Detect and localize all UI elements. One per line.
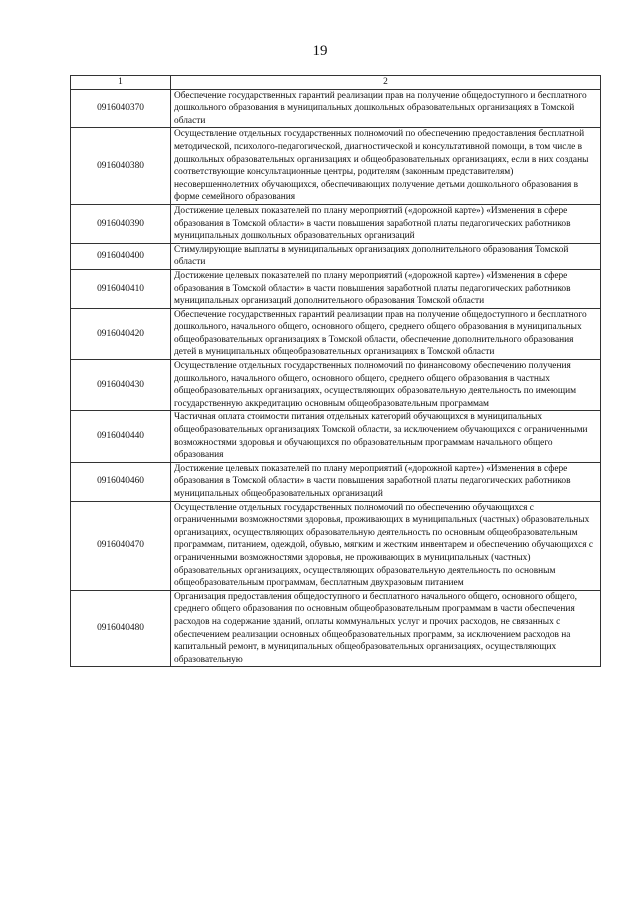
table-row [71, 269, 601, 308]
row-code: 0916040440 [71, 411, 171, 462]
table-row [71, 411, 601, 462]
row-code: 0916040470 [71, 501, 171, 590]
row-description: Достижение целевых показателей по плану мероприятий («дорожной карте») «Изменения в сфере образования в Томской области» в части повышения заработной платы педагогических работников муниципальных общеобразовательных организаций [171, 462, 601, 501]
table-row [71, 204, 601, 243]
table-row [71, 243, 601, 269]
table-row [71, 308, 601, 359]
row-code: 0916040420 [71, 308, 171, 359]
row-code: 0916040460 [71, 462, 171, 501]
column-header-2: 2 [171, 76, 601, 90]
row-code: 0916040370 [71, 89, 171, 128]
row-code: 0916040380 [71, 128, 171, 205]
row-code: 0916040410 [71, 269, 171, 308]
budget-classification-table [70, 75, 601, 667]
table-row [71, 501, 601, 590]
table-row [71, 89, 601, 128]
row-description: Достижение целевых показателей по плану мероприятий («дорожной карте») «Изменения в сфере образования в Томской области» в части повышения заработной платы педагогических работников муниципальных организаций дополнительного образования Томской области [171, 269, 601, 308]
row-description: Обеспечение государственных гарантий реализации прав на получение общедоступного и бесплатного дошкольного образования в муниципальных дошкольных образовательных организациях в Томской области [171, 89, 601, 128]
row-code: 0916040480 [71, 590, 171, 667]
row-description: Осуществление отдельных государственных полномочий по обеспечению обучающихся с ограниченными возможностями здоровья, проживающих в муниципальных (частных) образовательных организациях, осуществляющих образовательную деятельность по основным общеобразовательным программам, питанием, одеждой, обувью, мягким и жестким инвентарем и обеспечению обучающихся с ограниченными возможностями здоровья, не проживающих в муниципальных (частных) образовательных организациях, осуществляющих образовательную деятельность по основным общеобразовательным программам, бесплатным двухразовым питанием [171, 501, 601, 590]
row-description: Стимулирующие выплаты в муниципальных организациях дополнительного образования Томской области [171, 243, 601, 269]
page-number: 19 [312, 43, 328, 59]
table-row [71, 462, 601, 501]
table-row [71, 360, 601, 411]
row-description: Организация предоставления общедоступного и бесплатного начального общего, основного общего, среднего общего образования по основным общеобразовательным программам в части обеспечения расходов на содержание зданий, оплаты коммунальных услуг и прочих расходов, не связанных с обеспечением реализации основных общеобразовательных программ, за исключением расходов на капитальный ремонт, в муниципальных общеобразовательных организациях, осуществляющих образовательную [171, 590, 601, 667]
table-header-row [71, 76, 601, 90]
row-description: Достижение целевых показателей по плану мероприятий («дорожной карте») «Изменения в сфере образования в Томской области» в части повышения заработной платы педагогических работников муниципальных дошкольных образовательных организаций [171, 204, 601, 243]
row-description: Осуществление отдельных государственных полномочий по финансовому обеспечению получения дошкольного, начального общего, основного общего, среднего общего образования в частных общеобразовательных организациях, осуществляющих образовательную деятельность по имеющим государственную аккредитацию основным общеобразовательным программам [171, 360, 601, 411]
row-code: 0916040390 [71, 204, 171, 243]
table-row [71, 590, 601, 667]
row-description: Осуществление отдельных государственных полномочий по обеспечению предоставления бесплатной методической, психолого-педагогической, диагностической и консультативной помощи, в том числе в дошкольных образовательных организациях и общеобразовательных организациях, если в них созданы соответствующие консультационные центры, родителям (законным представителям) несовершеннолетних обучающихся, обеспечивающих получение детьми дошкольного образования в форме семейного образования [171, 128, 601, 205]
row-code: 0916040400 [71, 243, 171, 269]
row-code: 0916040430 [71, 360, 171, 411]
row-description: Обеспечение государственных гарантий реализации прав на получение общедоступного и бесплатного дошкольного, начального общего, основного общего, среднего общего образования в муниципальных общеобразовательных организациях в Томской области, обеспечение дополнительного образования детей в муниципальных общеобразовательных организациях в Томской области [171, 308, 601, 359]
row-description: Частичная оплата стоимости питания отдельных категорий обучающихся в муниципальных общеобразовательных организациях Томской области, за исключением обучающихся с ограниченными возможностями здоровья и обучающихся по образовательным программам начального общего образования [171, 411, 601, 462]
column-header-1: 1 [71, 76, 171, 90]
table-row [71, 128, 601, 205]
